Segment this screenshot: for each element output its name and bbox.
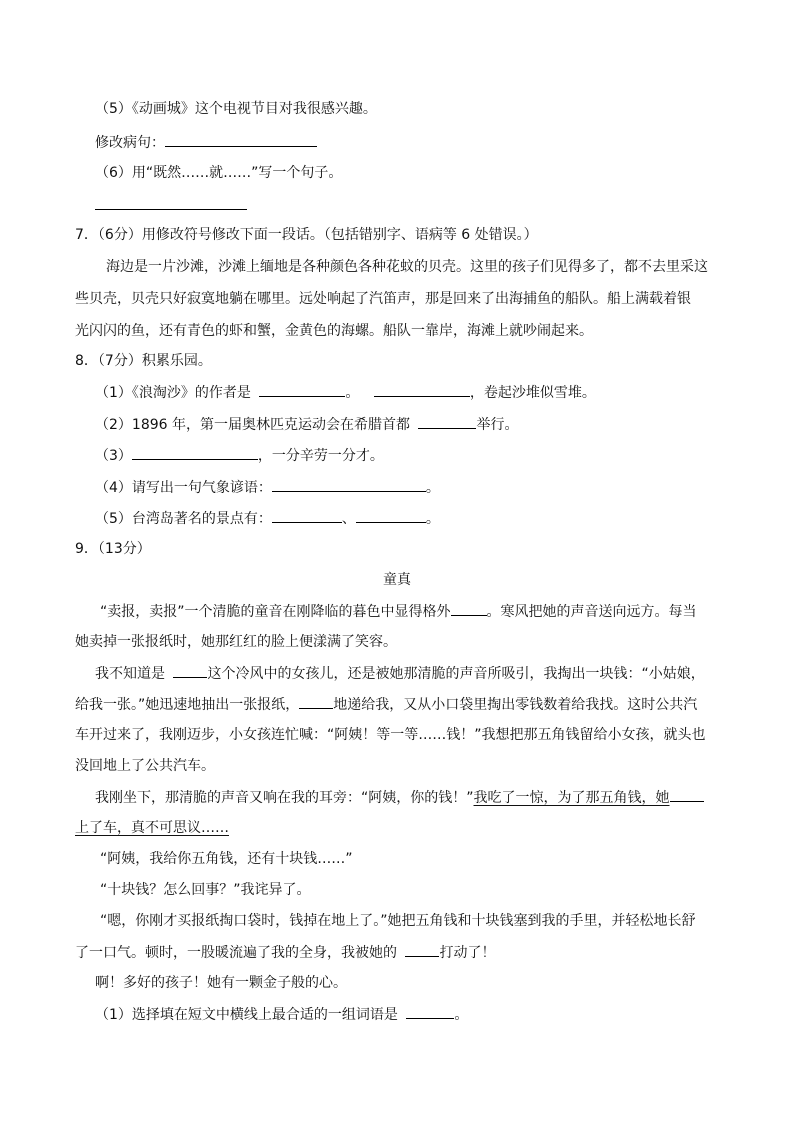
- q9-subq1-period: 。: [454, 1007, 469, 1023]
- q7-para-line-2: 些贝壳，贝壳只好寂寞地躺在哪里。远处响起了汽笛声，那是回来了出海捕鱼的船队。船上满载着银: [75, 291, 691, 307]
- q8-heading: 8．（7分）积累乐园。: [75, 353, 212, 369]
- q8-item4-text-b: 。: [425, 480, 440, 496]
- q6-item6-row: [95, 195, 247, 216]
- q7-para-line-1: 海边是一片沙滩，沙滩上缅地是各种颜色各种花蚊的贝壳。这里的孩子们见得多了，都不去里采这: [106, 259, 708, 275]
- q9-para2-text-c: 给我一张。”她迅速地抽出一张报纸，: [75, 697, 300, 713]
- q8-item3-text-a: （3）: [95, 448, 132, 464]
- q9-para1-text-a: “卖报，卖报”一个清脆的童音在刚降临的暮色中显得格外: [100, 604, 451, 620]
- q8-item1: [95, 382, 596, 403]
- q9-para2-line2: [75, 694, 697, 715]
- q8-item1-text-c: ，卷起沙堆似雪堆。: [469, 385, 596, 401]
- q6-item6-blank[interactable]: [95, 195, 247, 210]
- q7-heading: 7．（6分）用修改符号修改下面一段话。（包括错别字、语病等 6 处错误。）: [75, 227, 538, 243]
- q6-fix-blank[interactable]: [165, 132, 317, 147]
- q9-para2-text-d: 地递给我，又从小口袋里掏出零钱数着给我找。这时公共汽: [333, 697, 698, 713]
- q9-para2-line3: 车开过来了，我刚迈步，小女孩连忙喊：“阿姨！等一等……钱！”我想把那五角钱留给小女孩，就头也: [75, 727, 706, 743]
- q8-item2: [95, 414, 518, 435]
- q8-item5-text-b: 、: [341, 511, 356, 527]
- q9-para6-line2: [75, 942, 495, 963]
- q8-item4-text-a: （4）请写出一句气象谚语：: [95, 480, 272, 496]
- q8-item3: [95, 445, 384, 466]
- q8-item1-blank-author[interactable]: [259, 382, 345, 397]
- q8-item2-text-b: 举行。: [476, 417, 519, 433]
- q9-para2-line4: 没回地上了公共汽车。: [75, 758, 215, 774]
- q8-item5: [95, 508, 440, 529]
- q8-item2-text-a: （2）1896 年，第一届奥林匹克运动会在希腊首都: [95, 417, 410, 433]
- q8-item5-text-c: 。: [425, 511, 440, 527]
- q9-para6-text-c: 打动了！: [439, 945, 496, 961]
- q9-blank-2[interactable]: [173, 663, 207, 678]
- q9-para7: 啊！多好的孩子！她有一颗金子般的心。: [95, 975, 347, 991]
- q8-item1-text-b: 。: [345, 385, 360, 401]
- q9-para6-line1: “嗯，你刚才买报纸掏口袋时，钱掉在地上了。”她把五角钱和十块钱塞到我的手里，并轻松地长舒: [100, 913, 696, 929]
- q9-subq1: [95, 1004, 468, 1025]
- q9-para6-text-b: 了一口气。顿时，一股暖流遍了我的全身，我被她的: [75, 945, 397, 961]
- q9-subq1-text: （1）选择填在短文中横线上最合适的一组词语是: [95, 1007, 398, 1023]
- q8-item5-blank-2[interactable]: [356, 508, 426, 523]
- q9-para5: “十块钱？怎么回事？”我诧异了。: [100, 882, 311, 898]
- q9-para2-text-a: 我不知道是: [95, 666, 165, 682]
- q7-para-line-3: 光闪闪的鱼，还有青色的虾和蟹，金黄色的海螺。船队一靠岸，海滩上就吵闹起来。: [75, 323, 593, 339]
- q9-para2-line1: [95, 663, 705, 684]
- q9-subq1-blank[interactable]: [406, 1004, 454, 1019]
- q9-para2-text-b: 这个冷风中的女孩儿，还是被她那清脆的声音所吸引，我掏出一块钱：“小姑娘，: [207, 666, 705, 682]
- q9-para3-text-a: 我刚坐下，那清脆的声音又响在我的耳旁：“阿姨，你的钱！”: [95, 790, 474, 806]
- q9-para3-line2: 上了车，真不可思议……: [75, 820, 229, 836]
- q8-item5-blank-1[interactable]: [272, 508, 342, 523]
- q8-item3-text-b: ，一分辛劳一分才。: [257, 448, 384, 464]
- q8-item5-text-a: （5）台湾岛著名的景点有：: [95, 511, 272, 527]
- q9-para3-underlined-sentence: 我吃了一惊，为了那五角钱，她: [473, 790, 670, 806]
- q6-fix-label: 修改病句：: [95, 135, 165, 151]
- q8-item1-blank-verse[interactable]: [374, 382, 470, 397]
- q9-story-title: 童真: [383, 572, 411, 588]
- q8-item3-blank[interactable]: [132, 445, 258, 460]
- q9-blank-3[interactable]: [299, 694, 333, 709]
- q9-para4: “阿姨，我给你五角钱，还有十块钱……”: [100, 851, 353, 867]
- q9-para3-line1: [95, 787, 704, 808]
- q8-item4: [95, 477, 440, 498]
- q9-blank-5[interactable]: [405, 942, 439, 957]
- q6-item5: （5）《动画城》这个电视节目对我很感兴趣。: [95, 101, 377, 117]
- q9-heading: 9．（13分）: [75, 541, 151, 557]
- q8-item1-text-a: （1）《浪淘沙》的作者是: [95, 385, 251, 401]
- q9-para1-line1: [100, 601, 697, 622]
- q8-item2-blank[interactable]: [418, 414, 476, 429]
- q9-para1-line2: 她卖掉一张报纸时，她那红红的脸上便漾满了笑容。: [75, 634, 397, 650]
- q9-blank-4[interactable]: [670, 787, 704, 802]
- q9-blank-1[interactable]: [451, 601, 487, 616]
- q6-fix-row: [95, 132, 317, 153]
- q9-para1-text-b: 。寒风把她的声音送向远方。每当: [486, 604, 697, 620]
- q6-item6: （6）用“既然……就……”写一个句子。: [95, 165, 343, 181]
- q8-item4-blank[interactable]: [272, 477, 426, 492]
